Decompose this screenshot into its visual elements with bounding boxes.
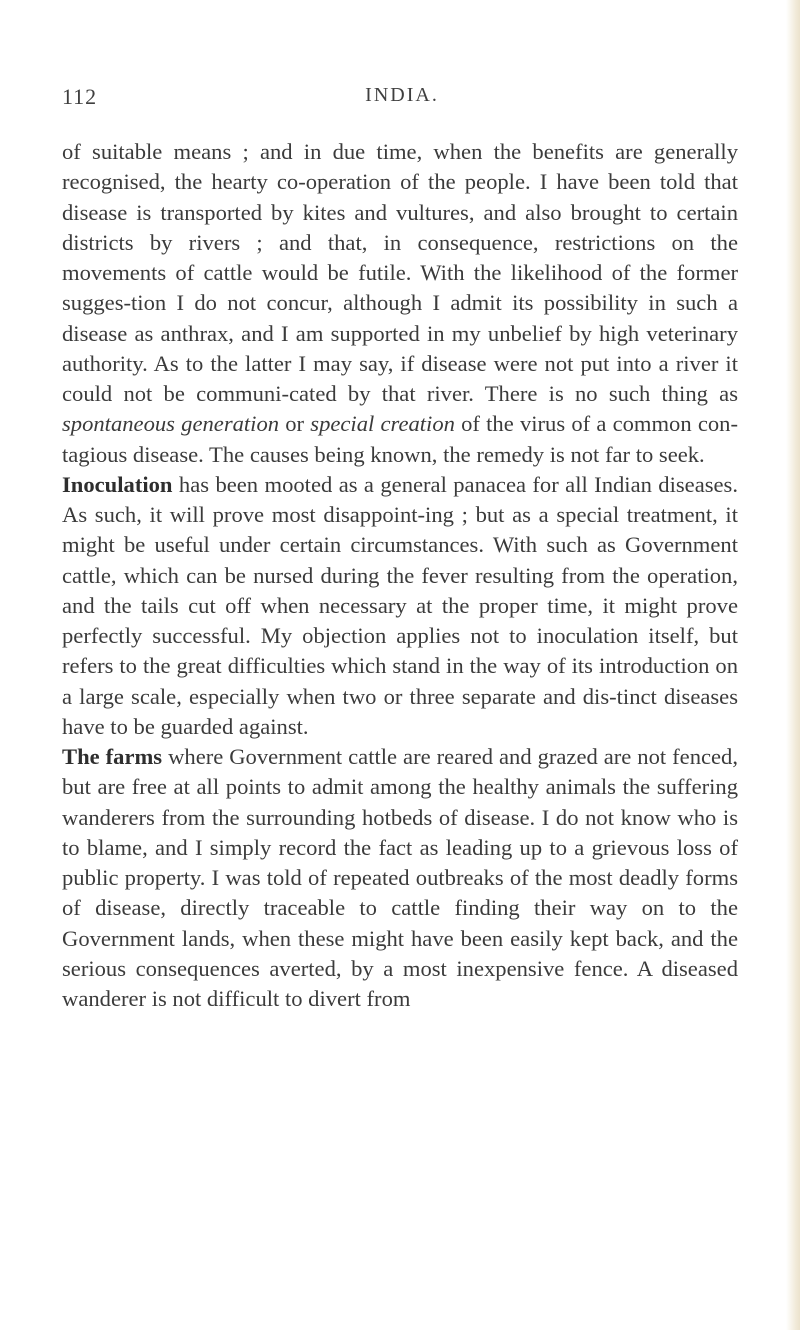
- paragraph: [62, 742, 738, 1014]
- paragraph: [62, 137, 738, 470]
- text-segment: where Government cattle are reared and grazed are not fenced, but are free at all points to admit among the healthy animals the suffering wanderers from the surrounding hotbeds of disease. I do not know who is to blame, and I simply record the fact as leading up to a grievous loss of public property. I was told of repeated outbreaks of the most deadly forms of disease, directly traceable to cattle finding their way on to the Government lands, when these might have been easily kept back, and the serious consequences averted, by a most inexpensive fence. A diseased wanderer is not difficult to divert from: [62, 744, 738, 1011]
- italic-phrase: spontaneous generation: [62, 411, 280, 437]
- running-head: INDIA.: [365, 84, 439, 106]
- text-segment: or: [279, 411, 311, 437]
- paragraph: [62, 470, 738, 742]
- text-segment: has been mooted as a general panacea for all Indian diseases. As such, it will prove most disappoint-ing ; but as a special treatment, it might be useful under certain circumstances. With such as Government cattle, which can be nursed during the fever resulting from the operation, and the tails cut off when necessary at the proper time, it might prove perfectly successful. My objection applies not to inoculation itself, but refers to the great difficulties which stand in the way of its introduction on a large scale, especially when two or three separate and dis-tinct diseases have to be guarded against.: [62, 471, 738, 739]
- body-text: [62, 137, 738, 1014]
- page-header: [62, 84, 742, 114]
- text-segment: of suitable means ; and in due time, when the benefits are generally recognised, the hearty co-operation of the people. I have been told that disease is transported by kites and vultures, and also brought to certain districts by rivers ; and that, in consequence, restrictions on the movements of cattle would be futile. With the likelihood of the former sugges-tion I do not concur, although I admit its possibility in such a disease as anthrax, and I am supported in my unbelief by high veterinary authority. As to the latter I may say, if disease were not put into a river it could not be communi-cated by that river. There is no such thing as: [62, 139, 738, 406]
- text-segment: of the virus of a common con-tagious disease. The causes being known, the remedy is not far to seek.: [62, 411, 738, 467]
- paragraph-lead-heading: The farms: [62, 744, 163, 769]
- italic-phrase: special creation: [310, 411, 455, 437]
- page-number: 112: [62, 84, 98, 109]
- page-edge-shadow: [786, 0, 800, 1330]
- paragraph-lead-heading: Inoculation: [62, 471, 173, 497]
